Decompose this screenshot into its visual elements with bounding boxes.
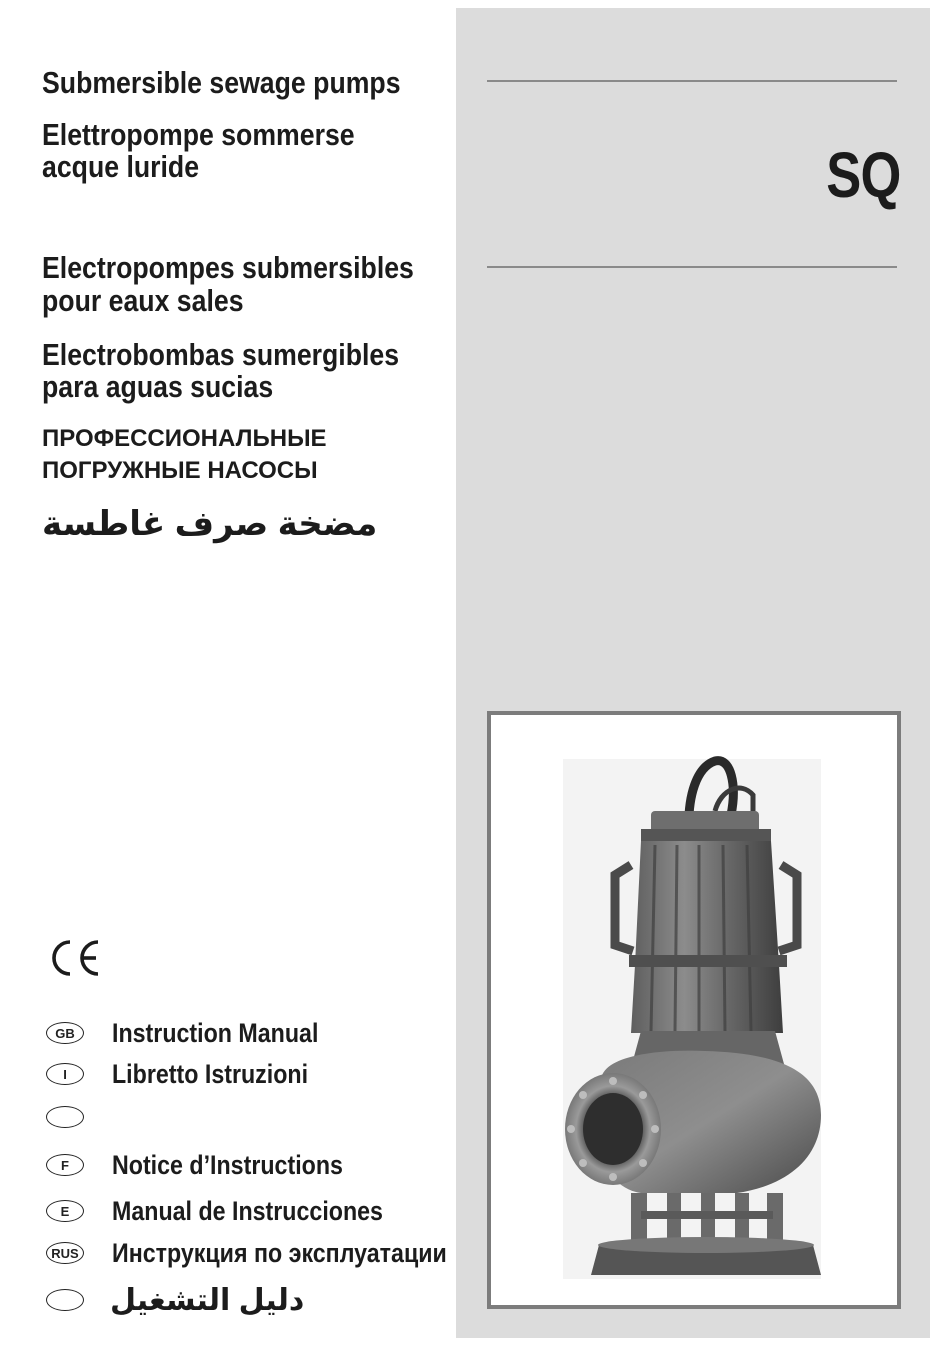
manual-label: Инструкция по эксплуатации [112,1237,447,1268]
language-badge-empty [46,1106,84,1128]
manual-label: دليل التشغيل [110,1283,305,1317]
manual-blank [46,1101,112,1133]
manual-russian [46,1237,501,1269]
product-photo-frame [487,711,901,1309]
ce-mark-icon [46,938,102,978]
title-italian-line1: Elettropompe sommerse [42,117,355,152]
manual-label: Instruction Manual [112,1017,319,1048]
submersible-pump-image [491,715,897,1305]
language-badge-e: E [46,1200,84,1222]
manual-spanish [46,1195,427,1227]
title-spanish-line2: para aguas sucias [42,369,274,404]
title-italian-line2: acque luride [42,149,200,184]
title-english: Submersible sewage pumps [42,65,401,100]
title-spanish-line1: Electrobombas sumergibles [42,337,400,372]
title-russian-line2: ПОГРУЖНЫЕ НАСОСЫ [42,457,318,484]
manual-arabic [46,1284,304,1316]
language-badge-gb: GB [46,1022,84,1044]
language-badge-i: I [46,1063,84,1085]
model-code: SQ [825,139,900,211]
language-badge-rus: RUS [46,1242,84,1264]
manual-english [46,1017,352,1049]
manual-label: Libretto Istruzioni [112,1058,309,1089]
manual-italian [46,1058,340,1090]
title-arabic: مضخة صرف غاطسة [42,505,378,543]
language-badge-empty [46,1289,84,1311]
title-french-line1: Electropompes submersibles [42,250,414,285]
manual-french [46,1149,381,1181]
top-divider [487,80,897,82]
bottom-divider [487,266,897,268]
manual-label: Manual de Instrucciones [112,1195,383,1226]
title-russian-line1: ПРОФЕССИОНАЛЬНЫЕ [42,425,327,452]
language-badge-f: F [46,1154,84,1176]
manual-label: Notice d’Instructions [112,1149,343,1180]
title-french-line2: pour eaux sales [42,283,244,318]
